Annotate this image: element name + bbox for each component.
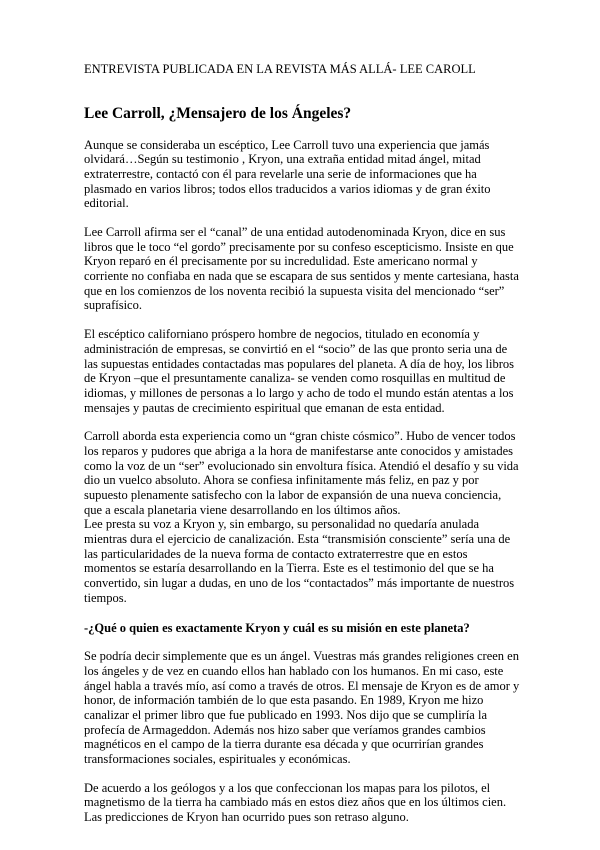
document-header-line: ENTREVISTA PUBLICADA EN LA REVISTA MÁS ALLÁ- LEE CAROLL [84,62,476,76]
paragraph-canal: Lee Carroll afirma ser el “canal” de una entidad autodenominada Kryon, dice en sus libros que le toco “el gordo” precisamente por su confeso escepticismo. Insiste en que Kryon reparó en él precisamente por su incredulidad. Este americano normal y corriente no confiaba en nada que se escapara de sus sentidos y mente cartesiana, hasta que en los comienzos de los noventa recibió la supuesta visita del mencionado “ser” suprafísico. [84,225,519,313]
paragraph-intro: Aunque se consideraba un escéptico, Lee Carroll tuvo una experiencia que jamás olvidará…Según su testimonio , Kryon, una extraña entidad mitad ángel, mitad extraterrestre, contactó con él para revelarle una serie de informaciones que ha plasmado en varios libros; todos ellos traducidos a varios idiomas y de gran éxito editorial. [84,137,491,211]
paragraph-esceptico: El escéptico californiano próspero hombre de negocios, titulado en economía y administración de empresas, se convirtió en el “socio” de las que pronto seria una de las supuestas entidades contactadas mas populares del planeta. A día de hoy, los libros de Kryon –que el presuntamente canaliza- se venden como rosquillas en multitud de idiomas, y millones de personas a lo largo y acho de todo el mundo están atentas a los mensajes y pautas de crecimiento espiritual que emanan de esta entidad. [84,327,514,415]
paragraph-respuesta-angel: Se podría decir simplemente que es un ángel. Vuestras más grandes religiones creen en los ángeles y de vez en cuando ellos han hablado con los humanos. En mi caso, este ángel habla a través mío, así como a través de otros. El mensaje de Kryon es de amor y honor, de información también de lo que esta pasando. En 1989, Kryon me hizo canalizar el primer libro que fue publicado en 1993. Nos dijo que se cumpliría la profecía de Armageddon. Además nos hizo saber que veríamos grandes cambios magnéticos en el campo de la tierra durante esa década y que ocurrirían grandes transformaciones sociales, espirituales y económicas. [84,649,520,767]
paragraph-chiste-cosmico: Carroll aborda esta experiencia como un “gran chiste cósmico”. Hubo de vencer todos los reparos y pudores que abriga a la hora de manifestarse ante conocidos y amistades como la voz de un “ser” evolucionado sin envoltura física. Atendió el desafío y su vida dio un vuelco absoluto. Ahora se confiesa infinitamente más feliz, en paz y por supuesto plenamente satisfecho con la labor de expansión de una nueva conciencia, que a escala planetaria viene desarrollando en los últimos años. [84,429,519,517]
interview-question: -¿Qué o quien es exactamente Kryon y cuál es su misión en este planeta? [84,620,470,635]
paragraph-transmision-consciente: Lee presta su voz a Kryon y, sin embargo, su personalidad no quedaría anulada mientras dura el ejercicio de canalización. Esta “transmisión consciente” sería una de las particularidades de la nueva forma de contacto extraterrestre que en estos momentos se estaría desarrollando en la Tierra. Este es el testimonio del que se ha convertido, sin lugar a dudas, en uno de los “contactados” más importante de nuestros tiempos. [84,517,515,605]
document-title: Lee Carroll, ¿Mensajero de los Ángeles? [84,105,352,122]
paragraph-geologos: De acuerdo a los geólogos y a los que confeccionan los mapas para los pilotos, el magnetismo de la tierra ha cambiado más en estos diez años que en los últimos cien. Las predicciones de Kryon han ocurrido pues son retraso alguno. [84,780,507,825]
